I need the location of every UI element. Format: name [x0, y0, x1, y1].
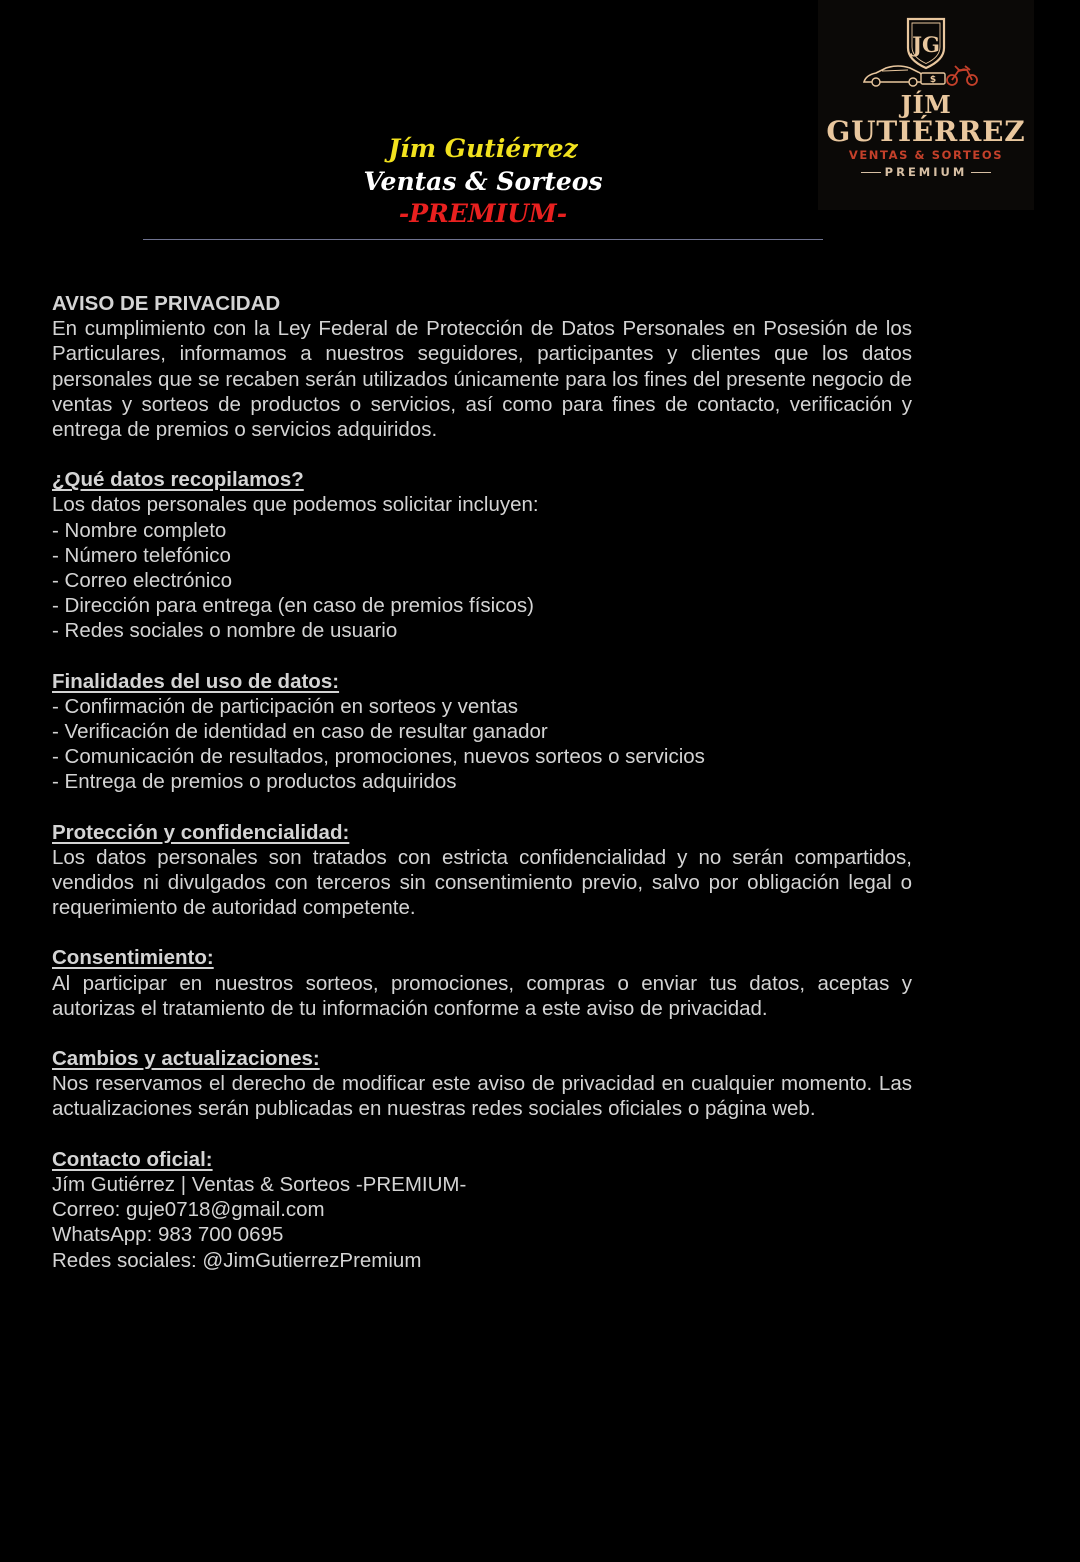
contact-business-name: Jím Gutiérrez | Ventas & Sorteos -PREMIUM- — [52, 1172, 467, 1196]
list-item: - Entrega de premios o productos adquiridos — [52, 770, 457, 794]
list-item: - Dirección para entrega (en caso de premios físicos) — [52, 594, 534, 618]
intro-paragraph: En cumplimiento con la Ley Federal de Protección de Datos Personales en Posesión de los Particulares, informamos a nuestros seguidores, participantes y clientes que los datos personales que se recaben serán utilizados únicamente para los fines del presente negocio de ventas y sorteos de productos o servicios, así como para fines de contacto, verificación y entrega de premios o servicios adquiridos. — [52, 317, 912, 442]
section-contacto — [52, 1147, 912, 1273]
privacy-notice — [52, 291, 912, 1273]
brand-logo — [818, 0, 1034, 210]
header-premium: -PREMIUM- — [398, 199, 568, 228]
section-heading-consentimiento: Consentimiento: — [52, 946, 214, 970]
header-title — [142, 133, 824, 231]
list-item: - Verificación de identidad en caso de resultar ganador — [52, 720, 548, 744]
section-lead: Los datos personales que podemos solicitar incluyen: — [52, 493, 539, 517]
document-title: AVISO DE PRIVACIDAD — [52, 292, 281, 315]
section-proteccion — [52, 820, 912, 921]
section-heading-finalidades: Finalidades del uso de datos: — [52, 669, 340, 693]
logo-tagline: VENTAS & SORTEOS — [848, 148, 1004, 162]
list-item: - Comunicación de resultados, promociones, nuevos sorteos o servicios — [52, 745, 705, 769]
section-consentimiento — [52, 945, 912, 1021]
contact-social: Redes sociales: @JimGutierrezPremium — [52, 1248, 422, 1272]
logo-first-name: JÍM — [900, 90, 952, 119]
dash-right-icon — [971, 172, 991, 173]
section-heading-contacto: Contacto oficial: — [52, 1147, 213, 1171]
header-name: Jím Gutiérrez — [388, 134, 578, 163]
logo-plate: $ — [929, 75, 937, 85]
list-item: - Número telefónico — [52, 543, 231, 567]
logo-monogram: JG — [912, 32, 940, 57]
list-item: - Confirmación de participación en sorteos y ventas — [52, 694, 519, 718]
contact-email: Correo: guje0718@gmail.com — [52, 1198, 325, 1222]
list-item: - Correo electrónico — [52, 569, 233, 593]
header-divider — [143, 239, 823, 240]
contact-whatsapp: WhatsApp: 983 700 0695 — [52, 1223, 284, 1247]
section-heading-cambios: Cambios y actualizaciones: — [52, 1047, 320, 1071]
section-body-consentimiento: Al participar en nuestros sorteos, promociones, compras o enviar tus datos, aceptas y autorizas el tratamiento de tu información conforme a este aviso de privacidad. — [52, 971, 912, 1020]
section-heading-proteccion: Protección y confidencialidad: — [52, 820, 350, 844]
section-datos — [52, 467, 912, 643]
section-heading-datos: ¿Qué datos recopilamos? — [52, 468, 304, 492]
dash-left-icon — [861, 172, 881, 173]
header-tagline: Ventas & Sorteos — [363, 166, 603, 196]
section-finalidades — [52, 669, 912, 795]
list-item: - Redes sociales o nombre de usuario — [52, 619, 398, 643]
logo-premium — [818, 165, 1034, 179]
section-body-proteccion: Los datos personales son tratados con estricta confidencialidad y no serán compartidos, vendidos ni divulgados con terceros sin consentimiento previo, salvo por obligación legal o requerimiento de autoridad competente. — [52, 845, 912, 920]
logo-emblem-icon — [818, 0, 1034, 92]
list-item: - Nombre completo — [52, 518, 227, 542]
section-body-cambios: Nos reservamos el derecho de modificar este aviso de privacidad en cualquier momento. Las actualizaciones serán publicadas en nuestras redes sociales oficiales o página web. — [52, 1072, 912, 1121]
logo-last-name: GUTIÉRREZ — [826, 115, 1026, 148]
logo-premium-label: PREMIUM — [884, 165, 968, 179]
section-cambios — [52, 1046, 912, 1122]
